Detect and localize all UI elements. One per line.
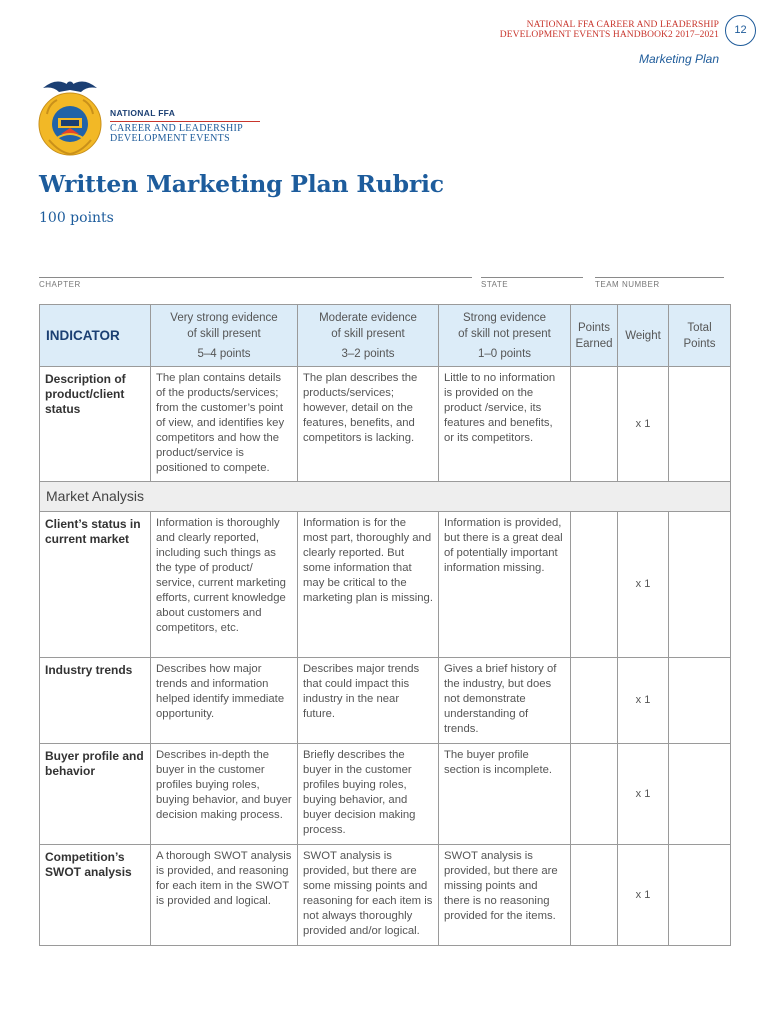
org-line1: CAREER AND LEADERSHIP (110, 123, 243, 134)
header-very-strong-line2: of skill present (187, 327, 261, 340)
table-row (40, 658, 731, 744)
row-points-earned-cell[interactable] (571, 744, 618, 845)
row-not-present: Little to no information is provided on the product /service, its features and benefits, or its competitors. (439, 367, 571, 482)
row-weight: x 1 (618, 845, 669, 946)
row-indicator: Client’s status in current market (40, 512, 151, 658)
row-indicator: Competition’s SWOT analysis (40, 845, 151, 946)
header-very-strong (151, 305, 298, 367)
row-not-present: SWOT analysis is provided, but there are missing points and there is no reasoning provided for the items. (439, 845, 571, 946)
row-very-strong: Describes in-depth the buyer in the customer profiles buying roles, buying behavior, and buyer decision making process. (151, 744, 298, 845)
header-not-present-points: 1–0 points (477, 347, 532, 360)
row-total-points-cell[interactable] (669, 744, 731, 845)
row-indicator: Buyer profile and behavior (40, 744, 151, 845)
row-moderate: Describes major trends that could impact this industry in the near future. (298, 658, 439, 744)
header-total-line1: Total (687, 321, 712, 334)
row-total-points-cell[interactable] (669, 367, 731, 482)
page-subtitle: 100 points (39, 210, 114, 226)
page-number: 12 (725, 15, 756, 46)
row-total-points-cell[interactable] (669, 845, 731, 946)
row-weight: x 1 (618, 744, 669, 845)
row-moderate: Information is for the most part, thoroughly and clearly reported. But some information that may be critical to the marketing plan is missing. (298, 512, 439, 658)
running-header (500, 20, 719, 40)
row-very-strong: The plan contains details of the products/services; from the customer’s point of view, and identifies key competitors and how the product/service is positioned to compete. (151, 367, 298, 482)
row-weight: x 1 (618, 512, 669, 658)
table-header-row (40, 305, 731, 367)
header-points-earned-line1: Points (578, 321, 610, 334)
row-very-strong: Information is thoroughly and clearly reported, including such things as the type of product/ service, current marketing efforts, current knowledge about customers and competitors, etc. (151, 512, 298, 658)
team-number-label: TEAM NUMBER (595, 280, 660, 289)
rubric-table (39, 304, 731, 946)
state-input-line[interactable] (481, 277, 583, 278)
row-total-points-cell[interactable] (669, 658, 731, 744)
row-weight: x 1 (618, 367, 669, 482)
row-not-present: The buyer profile section is incomplete. (439, 744, 571, 845)
row-points-earned-cell[interactable] (571, 367, 618, 482)
section-row-market-analysis (40, 482, 731, 512)
row-moderate: The plan describes the products/services; however, detail on the features, benefits, and competitors is lacking. (298, 367, 439, 482)
row-moderate: SWOT analysis is provided, but there are some missing points and reasoning for each item is not always thoroughly provided and/or logical. (298, 845, 439, 946)
header-not-present (439, 305, 571, 367)
org-name: NATIONAL FFA (110, 108, 176, 118)
header-weight: Weight (618, 305, 669, 367)
state-label: STATE (481, 280, 509, 289)
section-title-market-analysis: Market Analysis (40, 482, 731, 512)
org-block (110, 108, 260, 144)
team-number-input-line[interactable] (595, 277, 724, 278)
header-moderate (298, 305, 439, 367)
org-divider (110, 121, 260, 122)
header-moderate-line2: of skill present (331, 327, 405, 340)
section-tag: Marketing Plan (638, 52, 719, 66)
row-weight: x 1 (618, 658, 669, 744)
running-header-line2: DEVELOPMENT EVENTS HANDBOOK2 2017–2021 (499, 30, 719, 40)
ffa-emblem-logo (37, 74, 103, 160)
row-very-strong: A thorough SWOT analysis is provided, and reasoning for each item in the SWOT is provided and logical. (151, 845, 298, 946)
page-title: Written Marketing Plan Rubric (39, 170, 444, 198)
row-moderate: Briefly describes the buyer in the customer profiles buying roles, buying behavior, and buyer decision making process. (298, 744, 439, 845)
row-points-earned-cell[interactable] (571, 658, 618, 744)
header-not-present-line1: Strong evidence (462, 311, 547, 324)
chapter-input-line[interactable] (39, 277, 472, 278)
row-points-earned-cell[interactable] (571, 845, 618, 946)
table-row (40, 367, 731, 482)
row-points-earned-cell[interactable] (571, 512, 618, 658)
row-total-points-cell[interactable] (669, 512, 731, 658)
table-row (40, 512, 731, 658)
row-not-present: Gives a brief history of the industry, but does not demonstrate understanding of trends. (439, 658, 571, 744)
row-indicator: Industry trends (40, 658, 151, 744)
running-header-line1: NATIONAL FFA CAREER AND LEADERSHIP (526, 20, 719, 30)
header-points-earned-line2: Earned (575, 337, 613, 350)
header-moderate-line1: Moderate evidence (319, 311, 417, 324)
header-moderate-points: 3–2 points (341, 347, 395, 360)
header-total-points (669, 305, 731, 367)
org-line2: DEVELOPMENT EVENTS (110, 133, 230, 144)
chapter-label: CHAPTER (39, 280, 81, 289)
row-indicator: Description of product/client status (40, 367, 151, 482)
row-very-strong: Describes how major trends and information helped identify immediate opportunity. (151, 658, 298, 744)
table-row (40, 744, 731, 845)
header-indicator: INDICATOR (40, 305, 151, 367)
header-very-strong-points: 5–4 points (197, 347, 251, 360)
header-not-present-line2: of skill not present (458, 327, 551, 340)
header-total-line2: Points (683, 337, 716, 350)
header-points-earned (571, 305, 618, 367)
table-row (40, 845, 731, 946)
row-not-present: Information is provided, but there is a great deal of potentially important information missing. (439, 512, 571, 658)
header-very-strong-line1: Very strong evidence (170, 311, 278, 324)
